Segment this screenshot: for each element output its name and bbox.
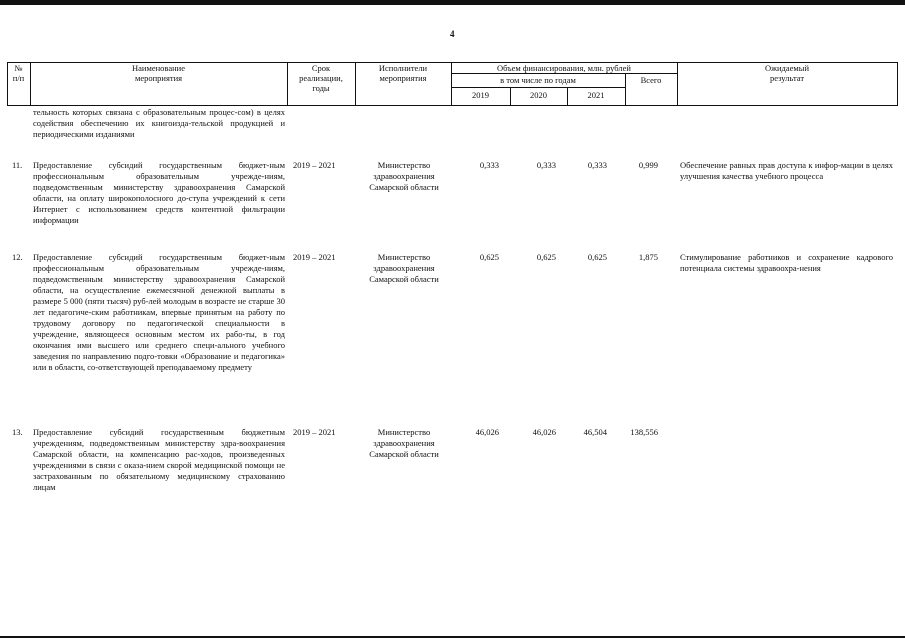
top-border [0,0,905,5]
bottom-border [0,636,905,638]
header-financing: Объем финансирования, млн. рублей [497,63,631,73]
row-value-2021: 0,333 [587,160,607,170]
header-result-label2: результат [769,73,805,83]
header-year-2020: 2020 [530,90,547,100]
row-term: 2019 – 2021 [293,427,336,437]
row-result: Стимулирование работников и сохранение кадрового потенциала системы здравоохра-нения [680,252,893,273]
row-result: Обеспечение равных прав доступа к инфор-мации в целях улучшения качества учебного процесса [680,160,893,181]
header-term-label3: годы [312,83,330,93]
row-value-2019: 0,625 [479,252,499,262]
row-value-2020: 0,333 [536,160,556,170]
row-number: 11. [12,160,23,170]
row-name: Предоставление субсидий государственным бюджет-ным профессиональным образовательным учрежде-ниям, подведомственным министерству здравоохранения Самарской области, на осуществление ежемесячной денежной выплаты в размере 5 000 (пяти тысяч) руб-лей молодым в возрасте не старше 30 лет педагогиче-ским работникам, впервые принятым на работу по трудовому договору по педагогической специальности в учреждение, являющееся основным местом их рабо-ты, в год окончания ими высшего или среднего специ-ального учебного заведения по направлению подго-товки «Образование и педагогика» или в области, со-ответствующей преподаваемому предмету [33,252,285,372]
row-value-2019: 46,026 [475,427,499,437]
row-number: 13. [12,427,23,437]
header-exec-label2: мероприятия [379,73,427,83]
row-executor: Министерство здравоохранения Самарской области [369,160,439,192]
row-name: Предоставление субсидий государственным бюджет-ным профессиональным образовательным учрежде-ниям, подведомственным министерству здравоохранения Самарской области, на оплату широкополосного до-ступа учреждений к сети Интернет с использованием средств контентной фильтрации информации [33,160,285,225]
header-name-label: Наименование [132,63,185,73]
row-value-2019: 0,333 [479,160,499,170]
continuation-text: тельность которых связана с образовательным процес-сом) в целях содействия обеспечению их книгоизда-тельской продукцией и периодическими изданиями [33,107,285,139]
row-total: 0,999 [638,160,658,170]
row-value-2021: 46,504 [583,427,607,437]
row-value-2021: 0,625 [587,252,607,262]
row-name: Предоставление субсидий государственным бюджетным учреждениям, подведомственным министерству здра-воохранения Самарской области, на компенсацию рас-ходов, произведенных учреждениями в связи с оказа-нием скорой медицинской помощи не застрахованным по обязательному медицинскому страхованию лицам [33,427,285,492]
header-fin-line [451,73,677,74]
header-result-label: Ожидаемый [764,63,810,73]
header-exec [355,63,451,83]
header-total: Всего [640,75,662,85]
row-executor: Министерство здравоохранения Самарской области [369,252,439,284]
row-value-2020: 46,026 [532,427,556,437]
row-term: 2019 – 2021 [293,160,336,170]
row-number: 12. [12,252,23,262]
header-term [287,63,355,93]
row-value-2020: 0,625 [536,252,556,262]
row-total: 138,556 [630,427,658,437]
header-result [677,63,897,83]
header-name [30,63,287,83]
header-exec-label: Исполнители [378,63,428,73]
header-no-label2: п/п [12,73,25,83]
header-year-2019: 2019 [472,90,489,100]
header-name-label2: мероприятия [134,73,183,83]
row-executor: Министерство здравоохранения Самарской области [369,427,439,459]
header-term-label: Срок [311,63,331,73]
row-total: 1,875 [638,252,658,262]
header-term-label2: реализации, [299,73,343,83]
row-term: 2019 – 2021 [293,252,336,262]
header-no-label: № [14,63,23,73]
header-year-2021: 2021 [587,90,605,100]
vline [897,62,898,106]
header-by-years: в том числе по годам [500,75,576,85]
page-number: 4 [450,29,455,39]
header-bottom-line [7,105,897,106]
header-no [7,63,30,83]
header-years-line [451,87,625,88]
